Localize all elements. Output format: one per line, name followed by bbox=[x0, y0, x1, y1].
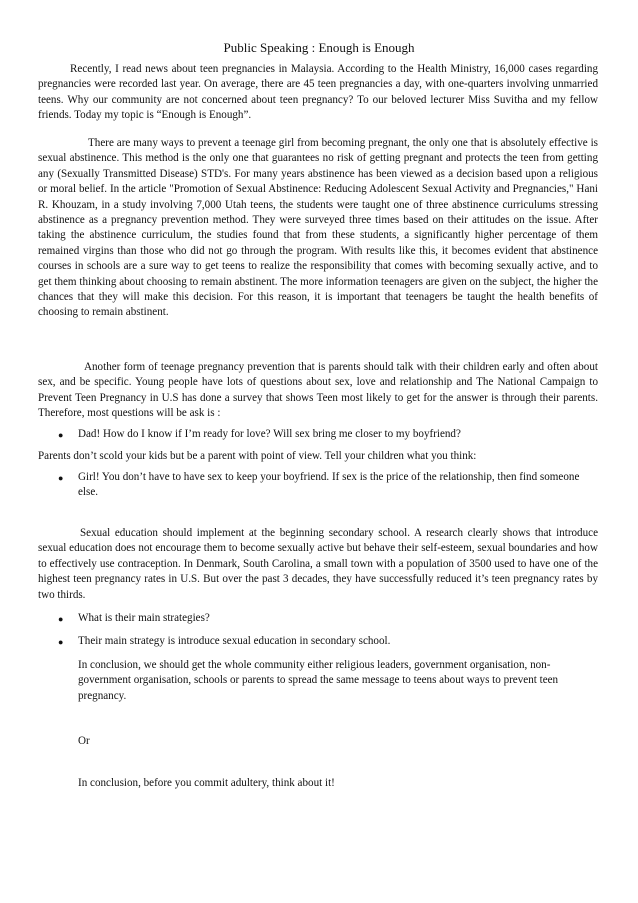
paragraph-parents: Another form of teenage pregnancy prevention that is parents should talk with their children early and often about sex, and be specific. Young people have lots of questions about sex, love and relationship and The National Campaign to Prevent Teen Pregnancy in U.S has done a survey that shows Teen most likely to get for the answer is through their parents. Therefore, most questions will be ask is : bbox=[38, 361, 598, 420]
paragraph-conclusion-2: In conclusion, before you commit adultery, think about it! bbox=[78, 777, 335, 789]
bullet-marker-4: ● bbox=[58, 637, 64, 647]
bullet-item-2: Girl! You don’t have to have sex to keep your boyfriend. If sex is the price of the relationship, then find someone else. bbox=[78, 471, 580, 499]
bullet-item-1: Dad! How do I know if I’m ready for love? Will sex bring me closer to my boyfriend? bbox=[78, 428, 461, 440]
bullet-marker-3: ● bbox=[58, 614, 64, 624]
paragraph-abstinence: There are many ways to prevent a teenage girl from becoming pregnant, the only one that is absolutely effective is sexual abstinence. This method is the only one that guarantees no risk of getting pregnant and protects the teen from getting any (Sexually Transmitted Disease) STD's. For many years abstinence has been viewed as a decision based upon a religious or moral belief. In the article "Promotion of Sexual Abstinence: Reducing Adolescent Sexual Activity and Pregnancies," Hani R. Khouzam, in a study involving 7,000 Utah teens, the students were taught one of three abstinence curriculums stressing abstinence as a pregnancy prevention method. They were surveyed three times based on their attitudes on the issue. After taking the abstinence curriculum, the studies found that from these students, a significantly higher percentage of them remained virgins than those who did not go through the program. With results like this, it becomes evident that abstinence courses in schools are a sure way to get teens to realize the responsibility that comes with becoming sexually active, and to get them thinking about choosing to remain abstinent. The more information teenagers are given on the subject, the higher the chances that they will make this decision. For this reason, it is important that teenagers be taught the health benefits of choosing to remain abstinent. bbox=[38, 137, 598, 319]
bullet-marker-1: ● bbox=[58, 430, 64, 440]
bullet-item-4: Their main strategy is introduce sexual education in secondary school. bbox=[78, 635, 391, 647]
bullet-marker-2: ● bbox=[58, 473, 64, 483]
document-title: Public Speaking : Enough is Enough bbox=[223, 40, 415, 55]
paragraph-scold: Parents don’t scold your kids but be a parent with point of view. Tell your children what you think: bbox=[38, 450, 477, 462]
paragraph-intro: Recently, I read news about teen pregnancies in Malaysia. According to the Health Ministry, 16,000 cases regarding pregnancies were recorded last year. On average, there are 45 teen pregnancies a day, with one-quarters involving unmarried teens. Why our community are not concerned about teen pregnancy? To our beloved lecturer Miss Suvitha and my fellow friends. Today my topic is “Enough is Enough”. bbox=[38, 63, 598, 122]
bullet-item-3: What is their main strategies? bbox=[78, 612, 210, 624]
paragraph-or: Or bbox=[78, 735, 90, 747]
paragraph-sex-education: Sexual education should implement at the beginning secondary school. A research clearly shows that introduce sexual education does not encourage them to become sexually active but behave their self-esteem, sexual boundaries and how to effectively use contraception. In Denmark, South Carolina, a small town with a population of 3500 used to have one of the highest teen pregnancy rates in U.S. But over the past 3 decades, they have successfully reduced it’s teen pregnancy rates by two thirds. bbox=[38, 527, 598, 601]
paragraph-conclusion-1: In conclusion, we should get the whole community either religious leaders, government organisation, non-government organisation, schools or parents to spread the same message to teens about ways to prevent teen pregnancy. bbox=[78, 659, 559, 702]
